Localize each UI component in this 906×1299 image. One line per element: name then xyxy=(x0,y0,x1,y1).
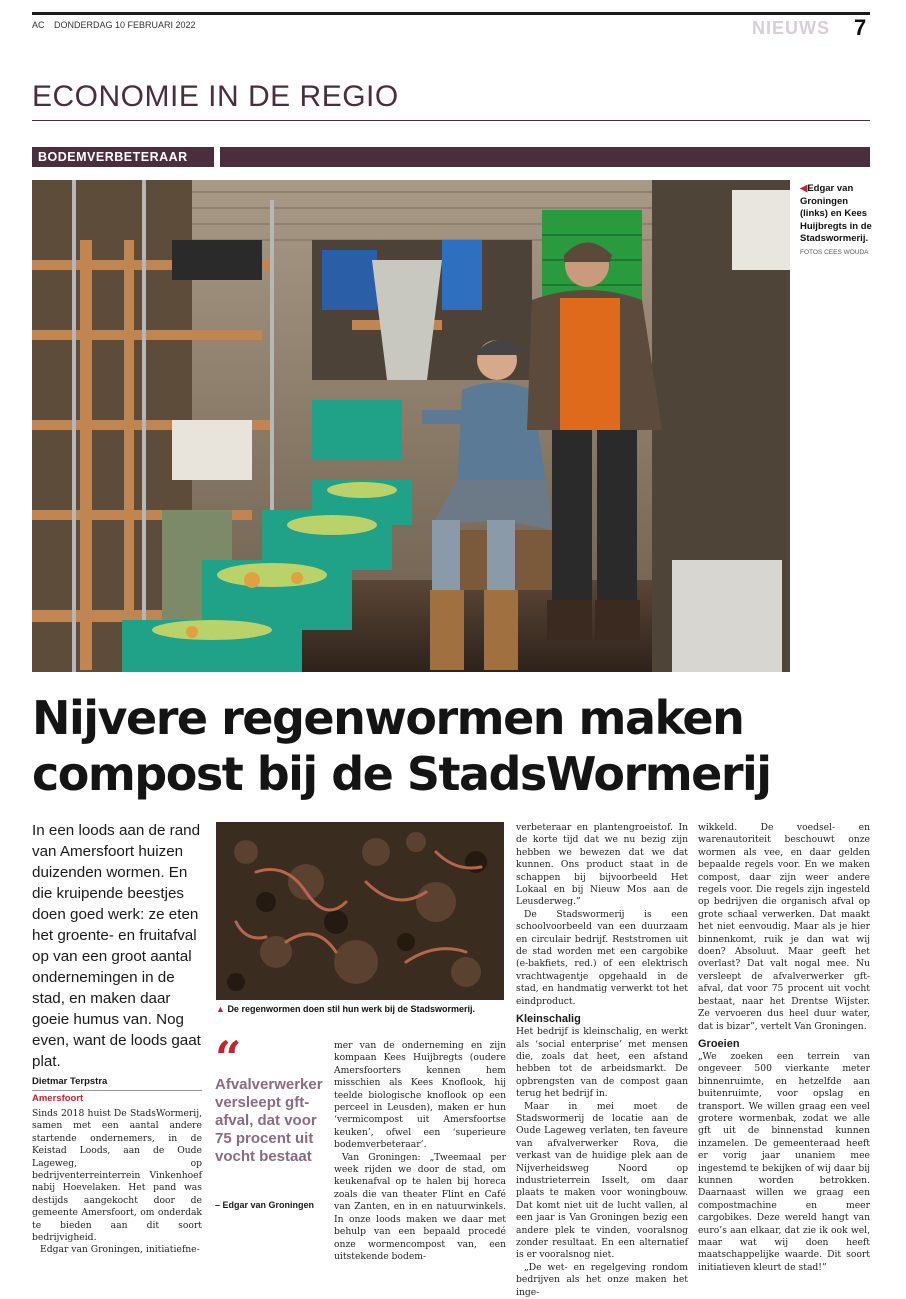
article-headline: Nijvere regenwormen maken compost bij de StadsWormerij xyxy=(32,691,771,801)
worm-photo xyxy=(216,822,504,1000)
page-number: 7 xyxy=(854,15,867,40)
worm-photo-caption xyxy=(216,1004,516,1014)
caption-arrow-icon: ◀ xyxy=(800,183,808,194)
quote-mark-icon: “ xyxy=(215,1031,242,1085)
author-rule xyxy=(32,1090,202,1091)
photo-caption-text: Edgar van Groningen (links) en Kees Huijbregts in de Stadswormerij. xyxy=(800,183,872,244)
pull-quote: Afvalverwerker versleept gft-afval, dat voor 75 procent uit vocht bestaat xyxy=(215,1076,323,1165)
subheading: Kleinschalig xyxy=(516,1013,581,1026)
paragraph: Het bedrijf is kleinschalig, en werkt als ‘social enterprise’ met mensen die, zoals dat heet, een afstand hebben tot de arbeidsmarkt. De opbrengsten van de compost gaan terug het bedrijf in. xyxy=(516,1026,688,1100)
issue-date: DONDERDAG 10 FEBRUARI 2022 xyxy=(54,20,196,30)
newspaper-logo: AC xyxy=(32,20,45,30)
pull-quote-author: – Edgar van Groningen xyxy=(215,1200,315,1210)
body-column-2 xyxy=(334,1040,506,1263)
section-tag: NIEUWS xyxy=(752,18,830,38)
warehouse-illustration xyxy=(32,180,790,672)
photo-caption xyxy=(800,183,874,259)
top-rule xyxy=(32,12,870,15)
paragraph: „De wet- en regelgeving rondom bedrijven als het onze maken het inge- xyxy=(516,1261,688,1298)
worm-caption-text: De regenwormen doen stil hun werk bij de Stadswormerij. xyxy=(227,1004,475,1014)
article-intro: In een loods aan de rand van Amersfoort huizen duizenden wormen. En die kruipende beestjes doen goed werk: ze eten het groente- en fruitafval op van een groot aantal ondernemingen in de stad, en maken daar goeie humus van. Nog even, want de loods gaat plat. xyxy=(32,822,201,1070)
author-name: Dietmar Terpstra xyxy=(32,1076,108,1087)
main-photo xyxy=(32,180,790,672)
compost-illustration xyxy=(216,822,504,1000)
caption-arrow-icon: ▲ xyxy=(216,1004,225,1014)
paragraph: mer van de onderneming en zijn kompaan Kees Huijbregts (oudere Amersfoorters kennen hem misschien als Kees Knoflook, hij teelde biologische knoflook op een perceel in Leusden), maken er hun ‘vermicompost uit Amersfoortse keuken’, ofwel een ‘superieure bodemverbeteraar’. xyxy=(334,1040,506,1151)
body-column-4 xyxy=(698,822,870,1274)
kicker-label: BODEMVERBETERAAR xyxy=(32,147,214,167)
paragraph: Edgar van Groningen, initiatiefne- xyxy=(40,1244,200,1256)
paragraph: De Stadswormerij is een schoolvoorbeeld van een duurzaam en circulair bedrijf. Reststromen uit de stad worden met een cargobike (e-bakfiets, red.) of een elektrisch vrachtwagentje opgehaald in de stad, en handmatig verwerkt tot het eindproduct. xyxy=(516,908,688,1007)
subheading: Groeien xyxy=(698,1037,740,1050)
paragraph: Van Groningen: „Tweemaal per week rijden we door de stad, om keukenafval op te halen bij horeca zoals die van theater Flint en Café van Zanten, en in en natuurwinkels. In onze loods maken we daar met behulp van een bepaald procedé onze wormencompost van, een uitstekende bodem- xyxy=(334,1151,506,1262)
body-column-1 xyxy=(32,1108,202,1257)
paragraph: Sinds 2018 huist De StadsWormerij, samen met een aantal andere startende ondernemers, in de Keistad Loods, aan de Oude Lageweg, op bedrijventerreinterrein Vinkenhoef nabij Hoevelaken. Het pand was destijds aangekocht door de gemeente Amersfoort, om onderdak te bieden aan dit soort bedrijvigheid. xyxy=(32,1108,202,1244)
paragraph: „We zoeken een terrein van ongeveer 500 vierkante meter binnenruimte, en hetzelfde aan buitenruimte, voor opslag en transport. We willen graag een veel grotere wormenbak, zodat we alle gft uit de binnenstad kunnen inzamelen. De gemeenteraad heeft er vorig jaar unaniem mee ingestemd te bekijken of wij daar bij kunnen worden betrokken. Daarnaast willen we graag een compostmachine en meer cargobikes. Deze wereld hangt van euro’s aan elkaar, dat zie ik ook wel, maar wat wij doen heeft maatschappelijke waarde. Dit soort initiatieven kleurt de stad!” xyxy=(698,1050,870,1273)
paragraph: Maar in mei moet de Stadswormerij de locatie aan de Oude Lageweg verlaten, ten faveure van afvalverwerker Rova, die verkast van de huidige plek aan de Nijverheidsweg Noord op industrieterrein Isselt, om daar plaats te maken voor woningbouw. Dat komt niet uit de lucht vallen, al een jaar is Van Groningen bezig een andere plek te vinden, vooralsnog zonder resultaat. En een alternatief is er vooralsnog niet. xyxy=(516,1100,688,1261)
body-column-3 xyxy=(516,822,688,1299)
dateline: Amersfoort xyxy=(32,1093,84,1104)
paragraph: wikkeld. De voedsel- en warenautoriteit beschouwt onze wormen als vee, en daar gelden bepaalde regels voor. En we maken compost, daar zijn weer andere regels voor. Die regels zijn ingesteld op bedrijven die organisch afval op grote schaal verwerken. Dat maakt het niet eenvoudig. Maar als je hier binnenkomt, ruik je dan wat wij doen? Absoluut. Maar geeft het overlast? Dat valt nogal mee. Nu versleept de afvalverwerker gft-afval, dat voor 75 procent uit vocht bestaat, naar het Drentse Wijster. Ze vervoeren dus heel duur water, dat is bizar”, vertelt Van Groningen. xyxy=(698,822,870,1032)
section-rule xyxy=(32,120,870,121)
kicker-bar xyxy=(220,147,870,167)
paragraph: verbeteraar en plantengroeistof. In de korte tijd dat we nu bezig zijn hebben we bewezen dat we dat kunnen. Ons product staat in de schappen bij bijvoorbeeld Het Lokaal en bij Nieuw Mos aan de Leusderweg.” xyxy=(516,822,688,908)
section-title: ECONOMIE IN DE REGIO xyxy=(32,80,399,113)
photo-credit: FOTOS CEES WOUDA xyxy=(800,248,869,256)
